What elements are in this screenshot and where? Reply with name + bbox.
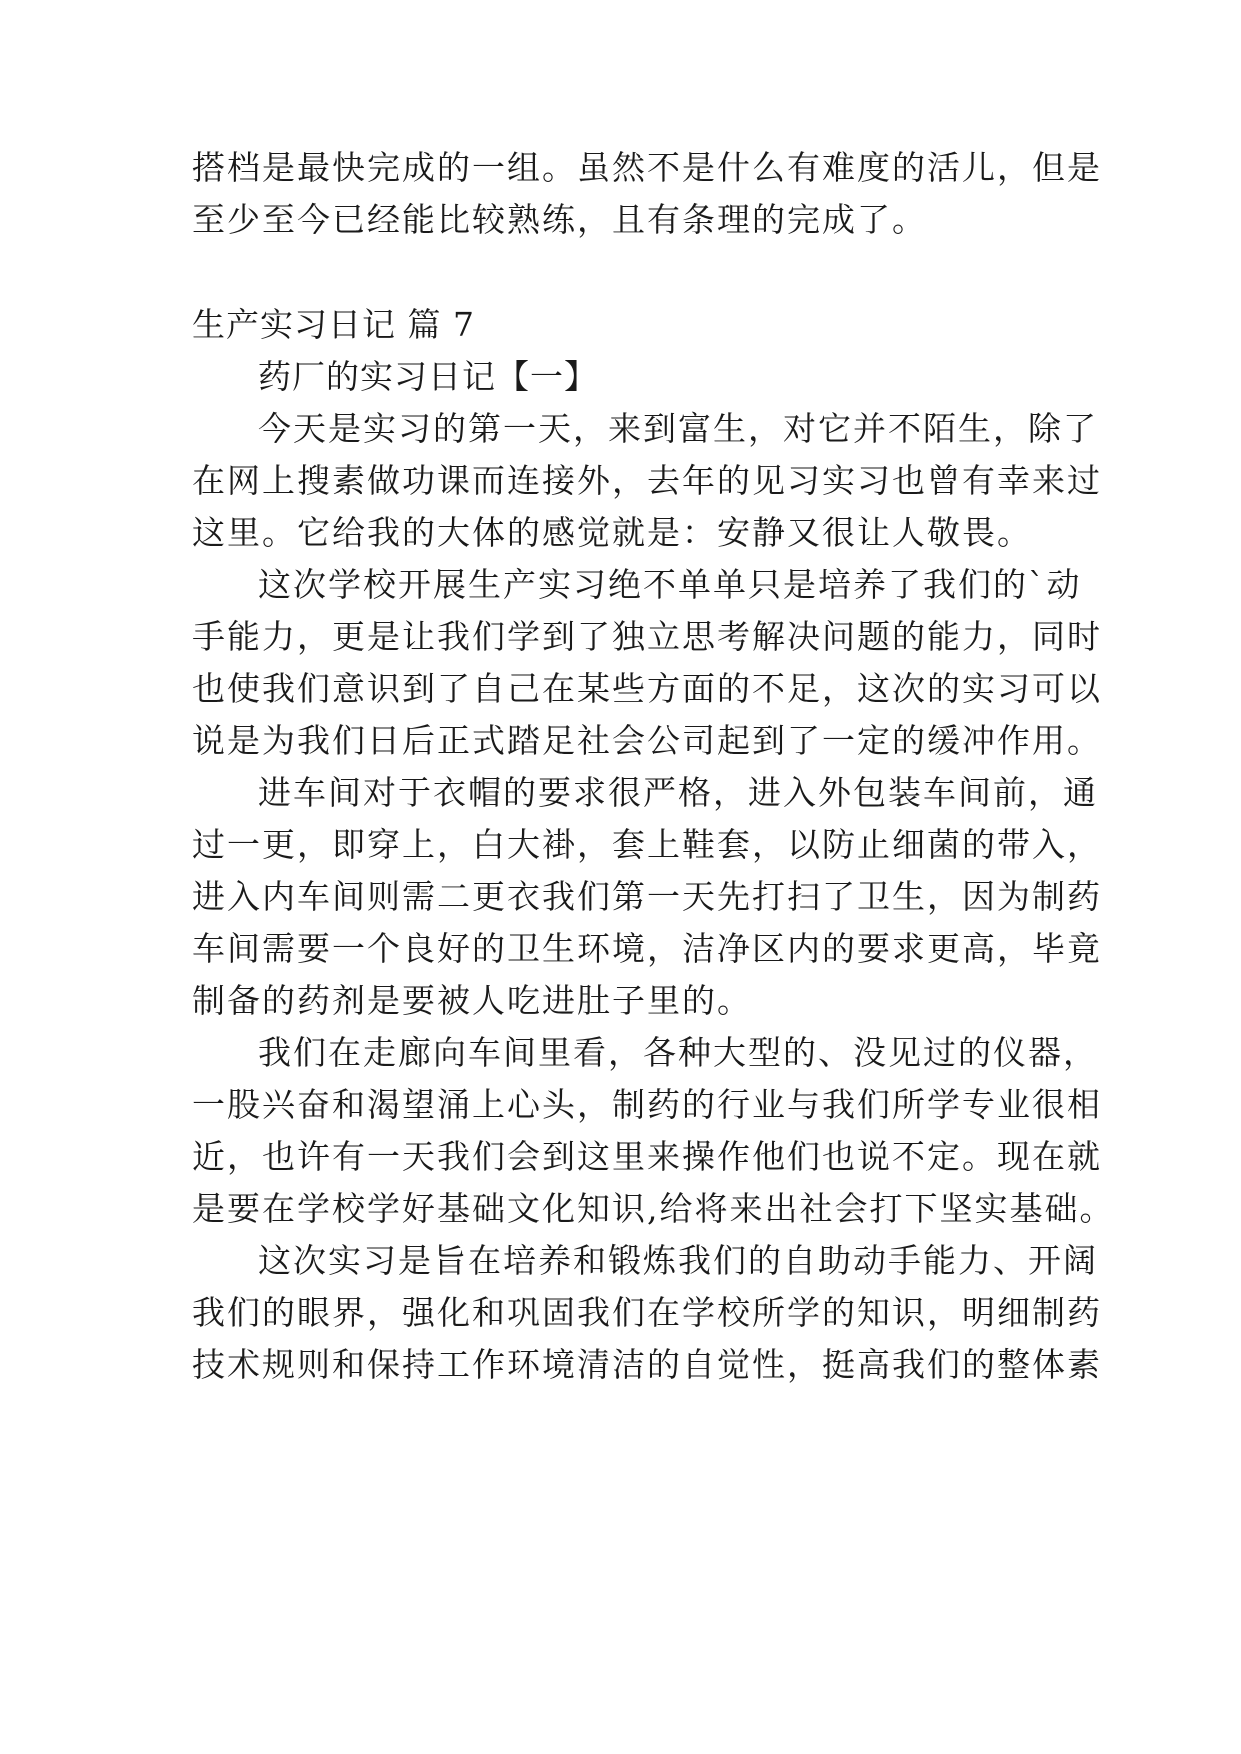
section-title: 生产实习日记 篇 7 <box>192 305 475 344</box>
paragraph-line: 一股兴奋和渴望涌上心头，制药的行业与我们所学专业很相 <box>192 1085 1102 1124</box>
paragraph-line: 过一更，即穿上，白大褂，套上鞋套，以防止细菌的带入， <box>192 825 1102 864</box>
paragraph-line: 在网上搜素做功课而连接外，去年的见习实习也曾有幸来过 <box>192 461 1102 500</box>
paragraph-line: 进入内车间则需二更衣我们第一天先打扫了卫生，因为制药 <box>192 877 1102 916</box>
intro-line: 至少至今已经能比较熟练，且有条理的完成了。 <box>192 200 927 239</box>
intro-line: 搭档是最快完成的一组。虽然不是什么有难度的活儿，但是 <box>192 148 1102 187</box>
paragraph-line: 这次学校开展生产实习绝不单单只是培养了我们的`动 <box>258 565 1082 604</box>
paragraph-line: 手能力，更是让我们学到了独立思考解决问题的能力，同时 <box>192 617 1102 656</box>
paragraph-line: 制备的药剂是要被人吃进肚子里的。 <box>192 981 752 1020</box>
paragraph-line: 这次实习是旨在培养和锻炼我们的自助动手能力、开阔 <box>258 1241 1098 1280</box>
paragraph-line: 我们的眼界，强化和巩固我们在学校所学的知识，明细制药 <box>192 1293 1102 1332</box>
paragraph-line: 我们在走廊向车间里看，各种大型的、没见过的仪器， <box>258 1033 1098 1072</box>
paragraph-line: 技术规则和保持工作环境清洁的自觉性，挺高我们的整体素 <box>192 1345 1102 1384</box>
entry-subtitle: 药厂的实习日记【一】 <box>258 357 598 396</box>
paragraph-line: 是要在学校学好基础文化知识,给将来出社会打下坚实基础。 <box>192 1189 1115 1228</box>
paragraph-line: 近，也许有一天我们会到这里来操作他们也说不定。现在就 <box>192 1137 1102 1176</box>
paragraph-line: 说是为我们日后正式踏足社会公司起到了一定的缓冲作用。 <box>192 721 1102 760</box>
paragraph-line: 进车间对于衣帽的要求很严格，进入外包装车间前，通 <box>258 773 1098 812</box>
paragraph-line: 这里。它给我的大体的感觉就是：安静又很让人敬畏。 <box>192 513 1032 552</box>
paragraph-line: 车间需要一个良好的卫生环境，洁净区内的要求更高，毕竟 <box>192 929 1102 968</box>
paragraph-line: 也使我们意识到了自己在某些方面的不足，这次的实习可以 <box>192 669 1102 708</box>
paragraph-line: 今天是实习的第一天，来到富生，对它并不陌生，除了 <box>258 409 1098 448</box>
